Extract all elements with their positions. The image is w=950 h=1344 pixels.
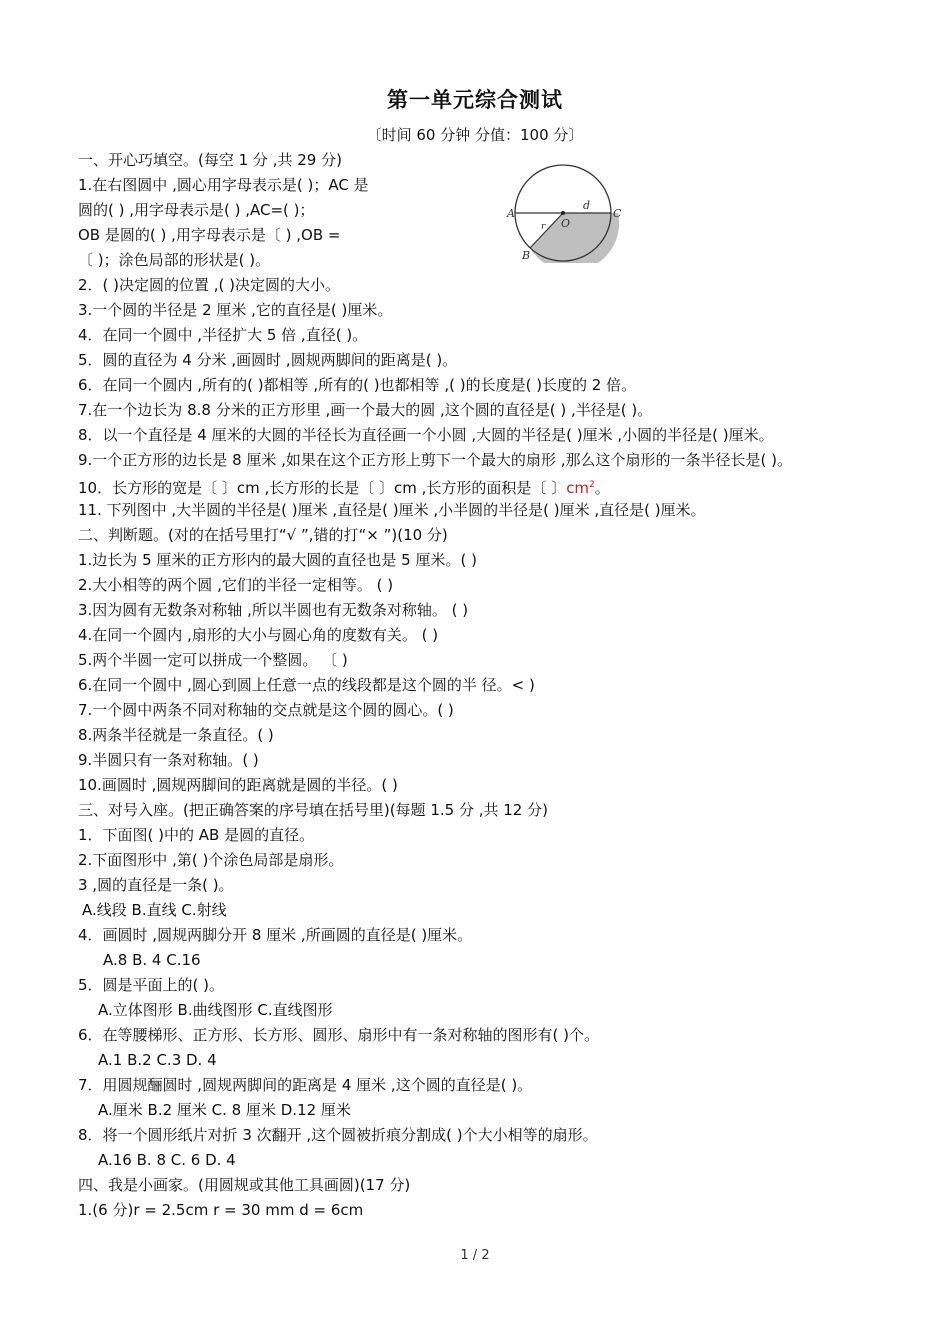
label-b: B	[522, 249, 531, 262]
section-heading-1: 一、开心巧填空。(每空 1 分 ,共 29 分)	[78, 151, 342, 169]
judge-item: 6.在同一个圆中 ,圆心到圆上任意一点的线段都是这个圆的半 径。< )	[78, 676, 535, 694]
question-line: 〔 )；涂色局部的形状是( )。	[78, 251, 271, 269]
question-line: 2．( )决定圆的位置 ,( )决定圆的大小。	[78, 276, 341, 294]
judge-item: 1.边长为 5 厘米的正方形内的最大圆的直径也是 5 厘米。( )	[78, 551, 477, 569]
choice-line: 4．画圆时 ,圆规两脚分开 8 厘米 ,所画圆的直径是( )厘米。	[78, 926, 473, 944]
choice-line: 1．下面图( )中的 AB 是圆的直径。	[78, 826, 315, 844]
choice-line: 5．圆是平面上的( )。	[78, 976, 225, 994]
question-line: OB 是圆的( ) ,用字母表示是〔 ) ,OB =	[78, 226, 341, 244]
choice-options: A.8 B. 4 C.16	[103, 951, 201, 969]
judge-item: 4.在同一个圆内 ,扇形的大小与圆心角的度数有关。 ( )	[78, 626, 439, 644]
judge-item: 5.两个半圆一定可以拼成一个整圆。 〔 )	[78, 651, 348, 669]
choice-line: 8．将一个圆形纸片对折 3 次翻开 ,这个圆被折痕分割成( )个大小相等的扇形。	[78, 1126, 598, 1144]
section-heading-4: 四、我是小画家。(用圆规或其他工具画圆)(17 分)	[78, 1176, 411, 1194]
section-heading-2: 二、判断题。(对的在括号里打“√ ”,错的打“× ”)(10 分)	[78, 526, 448, 544]
question-line: 7.在一个边长为 8.8 分米的正方形里 ,画一个最大的圆 ,这个圆的直径是( ) ,半径是( )。	[78, 401, 653, 419]
question-line: 8．以一个直径是 4 厘米的大圆的半径长为直径画一个小圆 ,大圆的半径是( )厘米 ,小圆的半径是( )厘米。	[78, 426, 774, 444]
question-10-text: 10．长方形的宽是〔 〕cm ,长方形的长是〔 〕cm ,长方形的面积是〔 〕	[78, 479, 567, 497]
exam-content	[78, 148, 908, 1223]
question-line: 6．在同一个圆内 ,所有的( )都相等 ,所有的( )也都相等 ,( )的长度是( )长度的 2 倍。	[78, 376, 637, 394]
question-line: 5．圆的直径为 4 分米 ,画圆时 ,圆规两脚间的距离是( )。	[78, 351, 458, 369]
shaded-sector	[530, 213, 619, 263]
judge-item: 3.因为圆有无数条对称轴 ,所以半圆也有无数条对称轴。 ( )	[78, 601, 469, 619]
choice-line: 7．用圆规酾圆时 ,圆规两脚间的距离是 4 厘米 ,这个圆的直径是( )。	[78, 1076, 533, 1094]
choice-options: A.16 B. 8 C. 6 D. 4	[98, 1151, 236, 1169]
label-r: r	[541, 222, 546, 232]
page-number: 1 / 2	[460, 1248, 490, 1263]
judge-item: 2.大小相等的两个圆 ,它们的半径一定相等。 ( )	[78, 576, 394, 594]
section-heading-3: 三、对号入座。(把正确答案的序号填在括号里)(每题 1.5 分 ,共 12 分)	[78, 801, 548, 819]
question-line: 3.一个圆的半径是 2 厘米 ,它的直径是( )厘米。	[78, 301, 393, 319]
choice-options: A.1 B.2 C.3 D. 4	[98, 1051, 217, 1069]
question-line: 1.在右图圆中 ,圆心用字母表示是( )；AC 是	[78, 176, 369, 194]
judge-item: 8.两条半径就是一条直径。( )	[78, 726, 274, 744]
choice-line: 6．在等腰梯形、正方形、长方形、圆形、扇形中有一条对称轴的图形有( )个。	[78, 1026, 600, 1044]
question-line: 圆的( ) ,用字母表示是( ) ,AC=( )；	[78, 201, 315, 219]
choice-options: A.线段 B.直线 C.射线	[82, 901, 227, 919]
judge-item: 7.一个圆中两条不同对称轴的交点就是这个圆的圆心。( )	[78, 701, 454, 719]
choice-line: 3 ,圆的直径是一条( )。	[78, 876, 234, 894]
choice-options: A.厘米 B.2 厘米 C. 8 厘米 D.12 厘米	[98, 1101, 351, 1119]
question-line: 9.一个正方形的边长是 8 厘米 ,如果在这个正方形上剪下一个最大的扇形 ,那么这个扇形的一条半径长是( )。	[78, 451, 792, 469]
drawing-task: 1.(6 分)r = 2.5cm r = 30 mm d = 6cm	[78, 1201, 364, 1219]
label-c: C	[613, 207, 622, 220]
question-line: 4．在同一个圆中 ,半径扩大 5 倍 ,直径( )。	[78, 326, 368, 344]
choice-line: 2.下面图形中 ,第( )个涂色局部是扇形。	[78, 851, 344, 869]
judge-item: 10.画圆时 ,圆规两脚间的距离就是圆的半径。( )	[78, 776, 398, 794]
area-unit: $cm^2$	[566, 479, 595, 497]
label-o: O	[561, 217, 571, 230]
circle-figure	[503, 163, 627, 263]
exam-info: 〔时间 60 分钟 分值：100 分〕	[366, 126, 584, 144]
question-line-10: 10．长方形的宽是〔 〕cm ,长方形的长是〔 〕cm ,长方形的面积是〔 〕$cm^2$。	[78, 479, 610, 497]
choice-options: A.立体图形 B.曲线图形 C.直线图形	[98, 1001, 333, 1019]
judge-item: 9.半圆只有一条对称轴。( )	[78, 751, 259, 769]
question-line-11: 11. 下列图中 ,大半圆的半径是( )厘米 ,直径是( )厘米 ,小半圆的半径是( )厘米 ,直径是( )厘米。	[78, 501, 706, 519]
label-d: d	[583, 199, 591, 212]
page-title: 第一单元综合测试	[387, 88, 563, 112]
center-point	[561, 211, 565, 215]
label-a: A	[507, 207, 515, 220]
